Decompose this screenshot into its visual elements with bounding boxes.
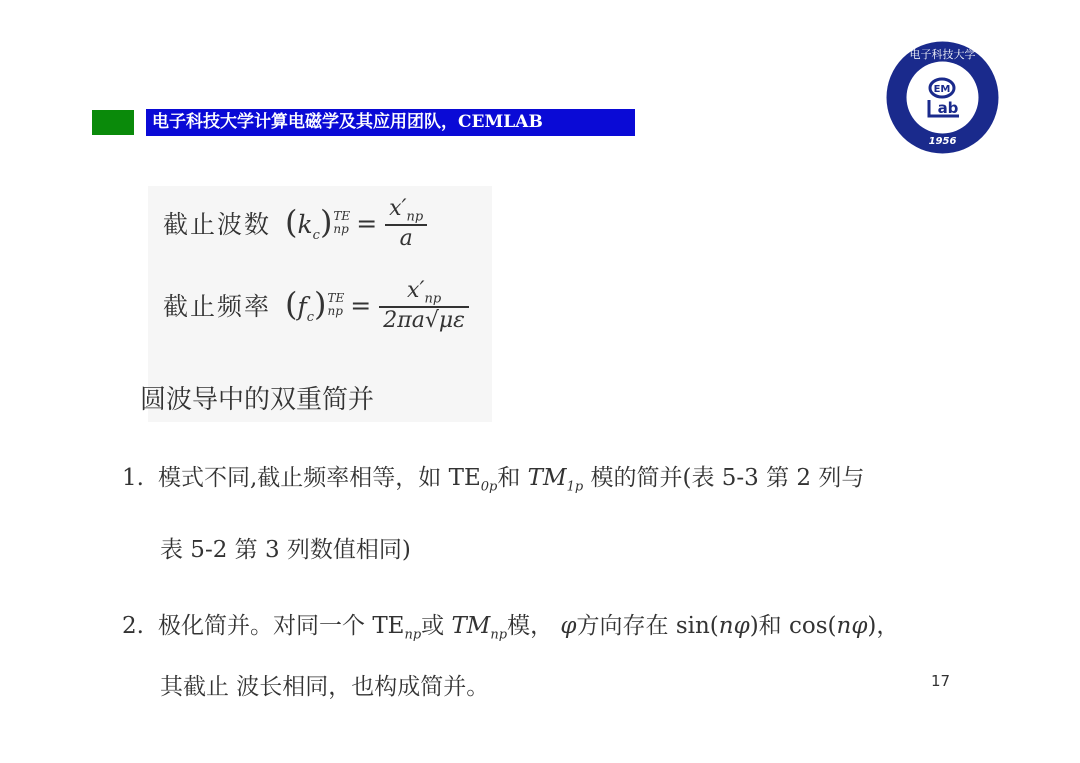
- list-item-2-line2: 其截止 波长相同，也构成简并。: [160, 674, 490, 700]
- te-np-symbol: $TE_{np}$: [372, 613, 422, 643]
- logo-lab-text: ab: [937, 99, 959, 117]
- phi-symbol: φ: [560, 613, 577, 639]
- section-title: 圆波导中的双重简并: [140, 385, 375, 415]
- logo-em-text: EM: [933, 84, 951, 95]
- cutoff-wavenumber-formula: 截止波数 $(k_c)$ TE np = $\frac{x'_{np}}{a}$: [163, 196, 427, 251]
- logo-ring-text: 电子科技大学: [909, 48, 976, 61]
- fc-symbol: $(f_c)$: [285, 285, 327, 326]
- tm-np-symbol: $TM_{np}$: [451, 613, 508, 643]
- kc-symbol: $(k_c)$: [285, 203, 333, 244]
- list-item-1-line2: 表 5-2 第 3 列数值相同): [160, 537, 411, 563]
- wavenumber-fraction: $\frac{x'_{np}}{a}$: [385, 196, 427, 251]
- tm1p-symbol: $TM_{1p}$: [527, 465, 584, 495]
- sin-term: sin(nφ): [675, 613, 759, 639]
- item-number: 1.: [122, 465, 144, 491]
- cemlab-logo: [885, 40, 1000, 155]
- list-item-2-line1: 2. 极化简并。对同一个 $TE_{np}$或 $TM_{np}$模， φ方向存在 sin(nφ)和 cos(nφ)，: [122, 613, 900, 643]
- frequency-fraction: $\frac{x'_{np}}{2\pi a√\mu\varepsilon}$: [379, 278, 469, 333]
- cos-term: cos(nφ)，: [788, 613, 900, 639]
- te0p-symbol: $TE_{0p}$: [448, 465, 498, 495]
- item-number: 2.: [122, 613, 144, 639]
- green-accent-block: [92, 110, 134, 135]
- cutoff-frequency-formula: 截止频率 $(f_c)$ TE np = $\frac{x'_{np}}{2\pi a√\mu\varepsilon}$: [163, 278, 469, 333]
- logo-year-text: 1956: [928, 136, 957, 147]
- cutoff-wavenumber-label: 截止波数: [163, 210, 272, 240]
- cutoff-frequency-label: 截止频率: [163, 292, 272, 322]
- header-banner: 电子科技大学计算电磁学及其应用团队，CEMLAB: [146, 109, 635, 136]
- page-number: 17: [931, 672, 951, 690]
- list-item-1-line1: 1. 模式不同,截止频率相等，如 $TE_{0p}$和 $TM_{1p}$ 模的简并(表 5-3 第 2 列与: [122, 465, 865, 495]
